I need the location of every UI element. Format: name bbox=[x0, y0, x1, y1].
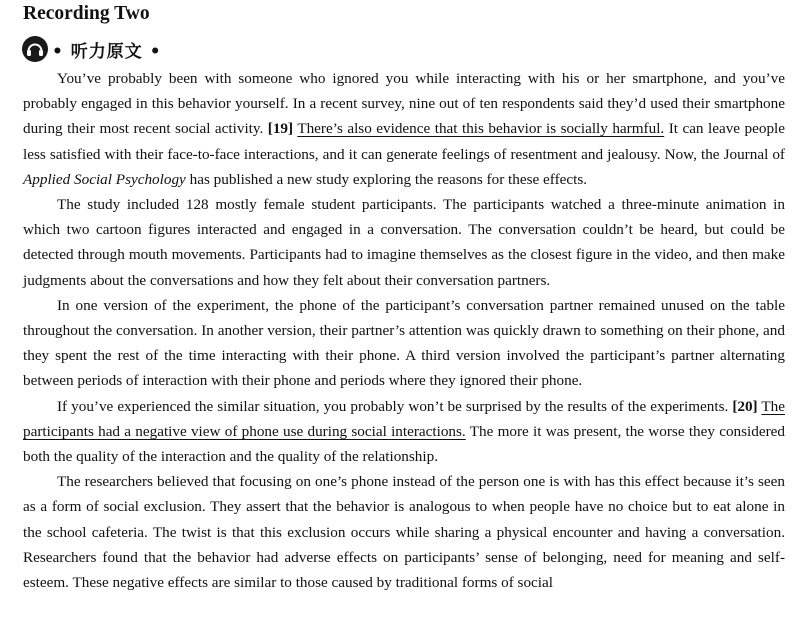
paragraph-text: The more it was present, the worse they considered both the quality of the interaction and the quality of the relationship. bbox=[23, 422, 785, 466]
section-label: • 听力原文 • bbox=[52, 41, 162, 62]
paragraph-1 bbox=[23, 66, 785, 192]
paragraph-text: You’ve probably been with someone who ignored you while interacting with his or her smartphone, and you’ve probably engaged in this behavior yourself. In a recent survey, nine out of ten respondents said they’d used their smartphone during their most recent social activity. bbox=[23, 70, 785, 138]
underlined-answer-19: There’s also evidence that this behavior is socially harmful. bbox=[297, 120, 665, 138]
paragraph-text: has published a new study exploring the reasons for these effects. bbox=[185, 170, 588, 188]
paragraph-3 bbox=[23, 293, 785, 394]
question-marker-19: [19] bbox=[267, 120, 294, 138]
headphone-icon bbox=[22, 36, 48, 62]
paragraph-text: If you’ve experienced the similar situation, you probably won’t be surprised by the results of the experiments. bbox=[57, 397, 733, 415]
paragraph-text: In one version of the experiment, the phone of the participant’s conversation partner remained unused on the table throughout the conversation. In another version, their partner’s attention was quickly drawn to something on their phone, and they spent the rest of the time interacting with their phone. A third version involved the participant’s partner alternating between periods of interaction with their phone and periods where they ignored their phone. bbox=[23, 296, 785, 390]
question-marker-20: [20] bbox=[732, 397, 758, 415]
underlined-answer-20: The participants had a negative view of phone use during social interactions. bbox=[23, 397, 785, 440]
paragraph-text: The study included 128 mostly female student participants. The participants watched a three-minute animation in which two cartoon figures interacted and engaged in a conversation. The conversation couldn’t be heard, but could be detected through mouth movements. Participants had to imagine themselves as the closest figure in the video, and then make judgments about the conversations and how they felt about their conversation partners. bbox=[23, 196, 785, 289]
paragraph-text: The researchers believed that focusing on one’s phone instead of the person one is with has this effect because it’s seen as a form of social exclusion. They assert that the behavior is analogous to when people have no choice but to eat alone in the school cafeteria. The twist is that this exclusion occurs while sharing a physical encounter and having a conversation. Researchers found that the behavior had adverse effects on participants’ sense of belonging, need for meaning and self-esteem. These negative effects are similar to those caused by traditional forms of social bbox=[23, 473, 785, 592]
section-header bbox=[22, 36, 162, 62]
paragraph-2 bbox=[23, 192, 785, 293]
transcript-body bbox=[23, 66, 785, 595]
page-title: Recording Two bbox=[23, 3, 150, 24]
paragraph-4 bbox=[23, 394, 785, 470]
journal-name: Applied Social Psychology bbox=[23, 170, 186, 188]
paragraph-text: It can leave people less satisfied with their face-to-face interactions, and it can generate feelings of resentment and jealousy. Now, the Journal of bbox=[23, 120, 786, 163]
paragraph-5 bbox=[23, 469, 785, 595]
